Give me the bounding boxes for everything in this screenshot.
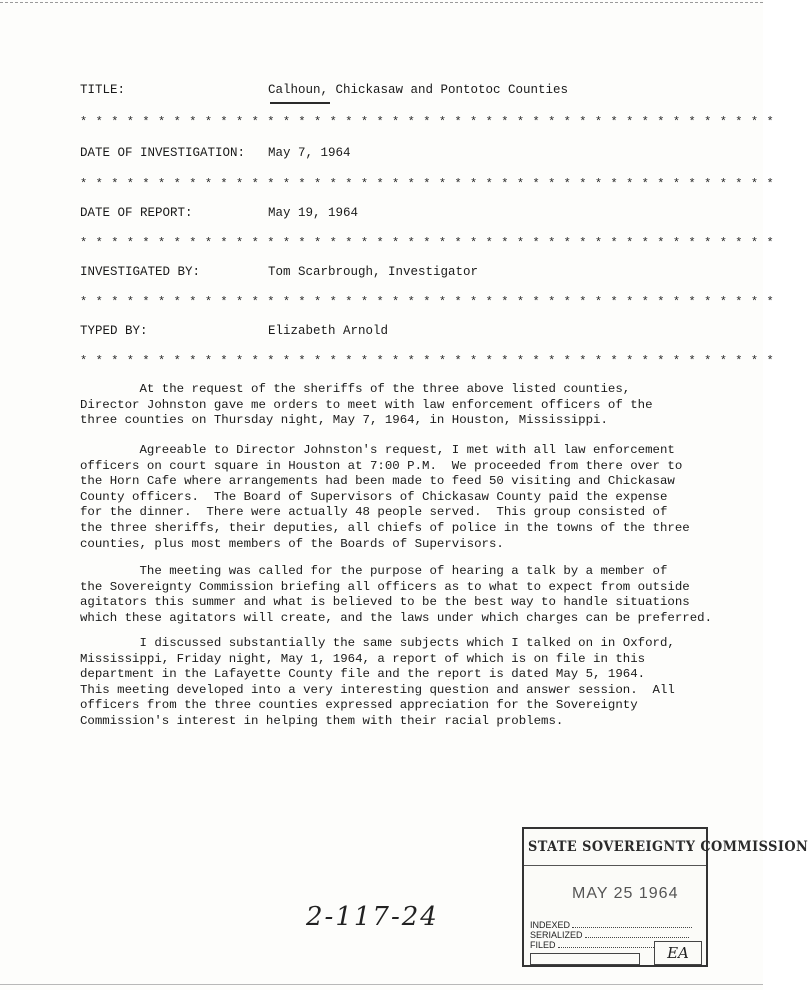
stamp-serialized-label: SERIALIZED: [530, 930, 583, 940]
stamp-filed-line: [530, 939, 654, 950]
date-investigation-field: [80, 146, 351, 202]
stamp-indexed-label: INDEXED: [530, 920, 571, 930]
separator-2: * * * * * * * * * * * * * * * * * * * * * * * * * * * * * * * * * * * * * * * * * * * * *: [80, 177, 775, 191]
date-report-field: [80, 206, 359, 262]
stamp-divider: [524, 865, 706, 866]
date-report-label: DATE OF REPORT:: [80, 206, 193, 220]
handwritten-file-number: 2-117-24: [306, 902, 439, 932]
title-label: TITLE:: [80, 83, 126, 97]
stamp-initials: EA: [654, 941, 702, 965]
separator-3: * * * * * * * * * * * * * * * * * * * * * * * * * * * * * * * * * * * * * * * * * * * * *: [80, 236, 775, 250]
investigated-by-field: [80, 265, 479, 321]
investigated-by-value: Tom Scarbrough, Investigator: [268, 265, 479, 279]
bottom-page-edge: [0, 984, 763, 985]
separator-1: * * * * * * * * * * * * * * * * * * * * * * * * * * * * * * * * * * * * * * * * * * * * *: [80, 115, 775, 129]
date-investigation-value: May 7, 1964: [268, 146, 351, 160]
paragraph-3: The meeting was called for the purpose of hearing a talk by a member of the Sovereignty Commission briefing all officers as to what to expect from outside agitators this summer and what is believed to be the best way to handle situations which these agitators will create, and the laws under which charges can be preferred.: [80, 564, 713, 625]
title-underline-mark: [270, 102, 330, 104]
commission-stamp: [522, 827, 808, 967]
stamp-filed-label: FILED: [530, 940, 556, 950]
typed-by-field: [80, 324, 389, 380]
paragraph-1: At the request of the sheriffs of the three above listed counties, Director Johnston gave me orders to meet with law enforcement officers of the three counties on Thursday night, May 7, 1964, in Houston, Mississippi.: [80, 382, 653, 428]
paragraph-2: Agreeable to Director Johnston's request, I met with all law enforcement officers on court square in Houston at 7:00 P.M. We proceeded from there over to the Horn Cafe where arrangements had been made to feed 50 visiting and Chickasaw County officers. The Board of Supervisors of Chickasaw County paid the expense for the dinner. There were actually 48 people served. This group consisted of the three sheriffs, their deputies, all chiefs of police in the towns of the three counties, plus most members of the Boards of Supervisors.: [80, 443, 690, 551]
typed-by-value: Elizabeth Arnold: [268, 324, 389, 338]
date-report-value: May 19, 1964: [268, 206, 359, 220]
investigated-by-label: INVESTIGATED BY:: [80, 265, 201, 279]
stamp-heading: STATE SOVEREIGNTY COMMISSION: [528, 839, 808, 855]
typed-by-label: TYPED BY:: [80, 324, 148, 338]
title-field: [80, 83, 569, 139]
separator-5: * * * * * * * * * * * * * * * * * * * * * * * * * * * * * * * * * * * * * * * * * * * * *: [80, 354, 775, 368]
date-investigation-label: DATE OF INVESTIGATION:: [80, 146, 246, 160]
title-value: Calhoun, Chickasaw and Pontotoc Counties: [268, 83, 569, 97]
paragraph-4: I discussed substantially the same subjects which I talked on in Oxford, Mississippi, Friday night, May 1, 1964, a report of which is on file in this department in the Lafayette County file and the report is dated May 5, 1964. This meeting developed into a very interesting question and answer session. All officers from the three counties expressed appreciation for the Sovereignty Commission's interest in helping them with their racial problems.: [80, 636, 675, 728]
separator-4: * * * * * * * * * * * * * * * * * * * * * * * * * * * * * * * * * * * * * * * * * * * * *: [80, 295, 775, 309]
stamp-blank-box: [530, 953, 640, 965]
stamp-date: MAY 25 1964: [572, 885, 679, 902]
top-perforation-edge: [0, 2, 763, 3]
